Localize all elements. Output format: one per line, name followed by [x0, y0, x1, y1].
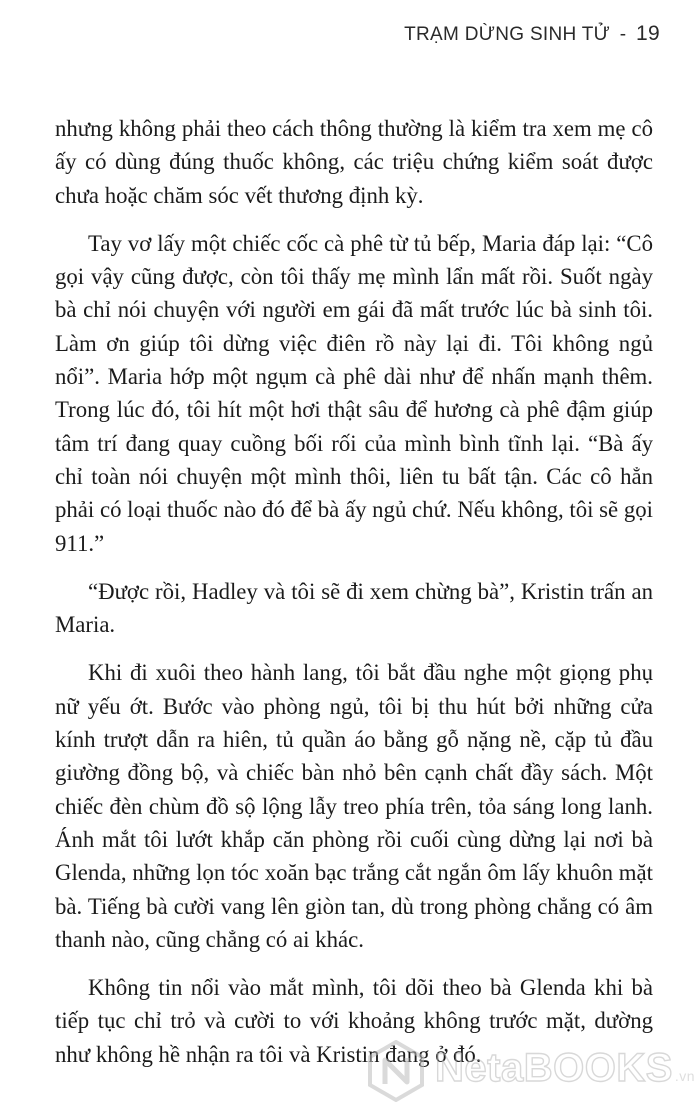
paragraph: Không tin nổi vào mắt mình, tôi dõi theo bà Glenda khi bà tiếp tục chỉ trỏ và cười to với khoảng không trước mặt, dường như không hề nhận ra tôi và Kristin đang ở đó.	[55, 975, 653, 1067]
watermark-brand-name: NetaBOOKS	[435, 1046, 673, 1090]
paragraph: Khi đi xuôi theo hành lang, tôi bắt đầu nghe một giọng phụ nữ yếu ớt. Bước vào phòng ngủ, tôi bị thu hút bởi những cửa kính trượt dẫn ra hiên, tủ quần áo bằng gỗ nặng nề, cặp tủ đầu giường đồng bộ, và chiếc bàn nhỏ bên cạnh chất đầy sách. Một chiếc đèn chùm đồ sộ lộng lẫy treo phía trên, tỏa sáng long lanh. Ánh mắt tôi lướt khắp căn phòng rồi cuối cùng dừng lại nơi bà Glenda, những lọn tóc xoăn bạc trắng cắt ngắn ôm lấy khuôn mặt bà. Tiếng bà cười vang lên giòn tan, dù trong phòng chẳng có âm thanh nào, cũng chẳng có ai khác.	[55, 660, 653, 952]
paragraph-continued: nhưng không phải theo cách thông thường là kiểm tra xem mẹ cô ấy có dùng đúng thuốc không, các triệu chứng kiểm soát được chưa hoặc chăm sóc vết thương định kỳ.	[55, 116, 653, 208]
watermark-brand	[435, 1046, 695, 1091]
running-title: TRẠM DỪNG SINH TỬ	[404, 24, 611, 45]
watermark-domain-suffix: .vn	[674, 1068, 696, 1084]
netabooks-logo-icon	[365, 1040, 427, 1102]
paragraph: “Được rồi, Hadley và tôi sẽ đi xem chừng bà”, Kristin trấn an Maria.	[55, 578, 653, 638]
paragraph: Tay vơ lấy một chiếc cốc cà phê từ tủ bếp, Maria đáp lại: “Cô gọi vậy cũng được, còn tôi thấy mẹ mình lẩn mất rồi. Suốt ngày bà chỉ nói chuyện với người em gái đã mất trước lúc bà sinh tôi. Làm ơn giúp tôi dừng việc điên rồ này lại đi. Tôi không ngủ nổi”. Maria hớp một ngụm cà phê dài như để nhấn mạnh thêm. Trong lúc đó, tôi hít một hơi thật sâu để hương cà phê đậm giúp tâm trí đang quay cuồng bối rối của mình bình tĩnh lại. “Bà ấy chỉ toàn nói chuyện một mình thôi, liên tu bất tận. Các cô hẳn phải có loại thuốc nào đó để bà ấy ngủ chứ. Nếu không, tôi sẽ gọi 911.”	[55, 230, 653, 556]
page-number: 19	[636, 22, 660, 45]
watermark	[365, 1038, 696, 1108]
running-header	[404, 22, 660, 46]
header-separator: -	[619, 24, 627, 45]
body-text	[55, 112, 653, 1086]
